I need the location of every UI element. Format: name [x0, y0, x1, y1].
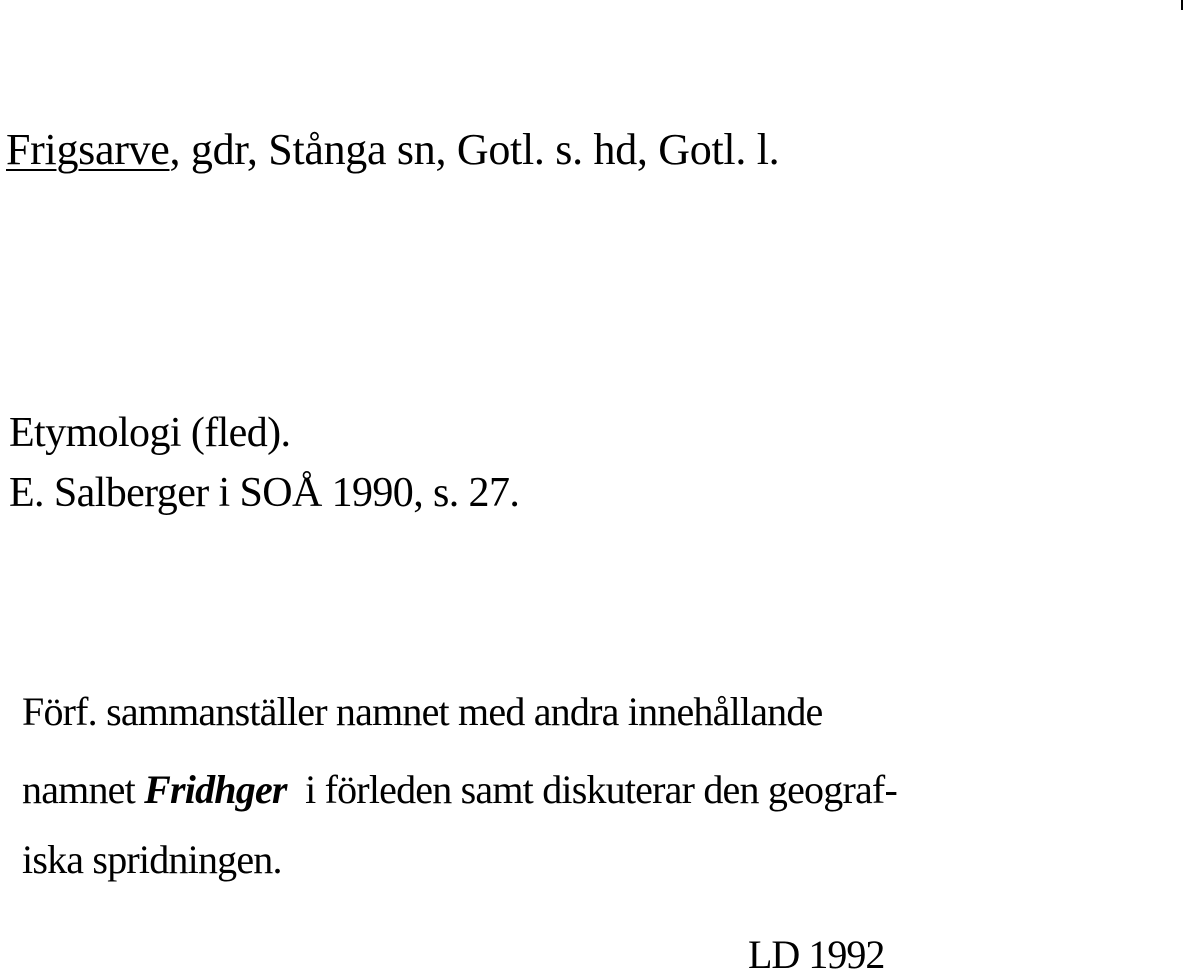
- place-name: Frigsarve: [6, 125, 170, 174]
- summary-line-1: Förf. sammanställer namnet med andra innehållande: [22, 689, 823, 734]
- place-location: , gdr, Stånga sn, Gotl. s. hd, Gotl. l.: [169, 125, 780, 174]
- entry-heading: [6, 125, 780, 174]
- summary-line-2-end: i förleden samt diskuterar den geograf-: [286, 767, 897, 812]
- summary-line-2: [22, 767, 897, 812]
- author-signature: LD 1992: [748, 932, 885, 977]
- summary-line-2-start: namnet: [22, 767, 145, 812]
- personal-name: Fridhger: [144, 767, 287, 812]
- source-reference: E. Salberger i SOÅ 1990, s. 27.: [9, 470, 520, 516]
- etymology-label: Etymologi (fled).: [9, 410, 291, 456]
- summary-line-3: iska spridningen.: [22, 837, 282, 882]
